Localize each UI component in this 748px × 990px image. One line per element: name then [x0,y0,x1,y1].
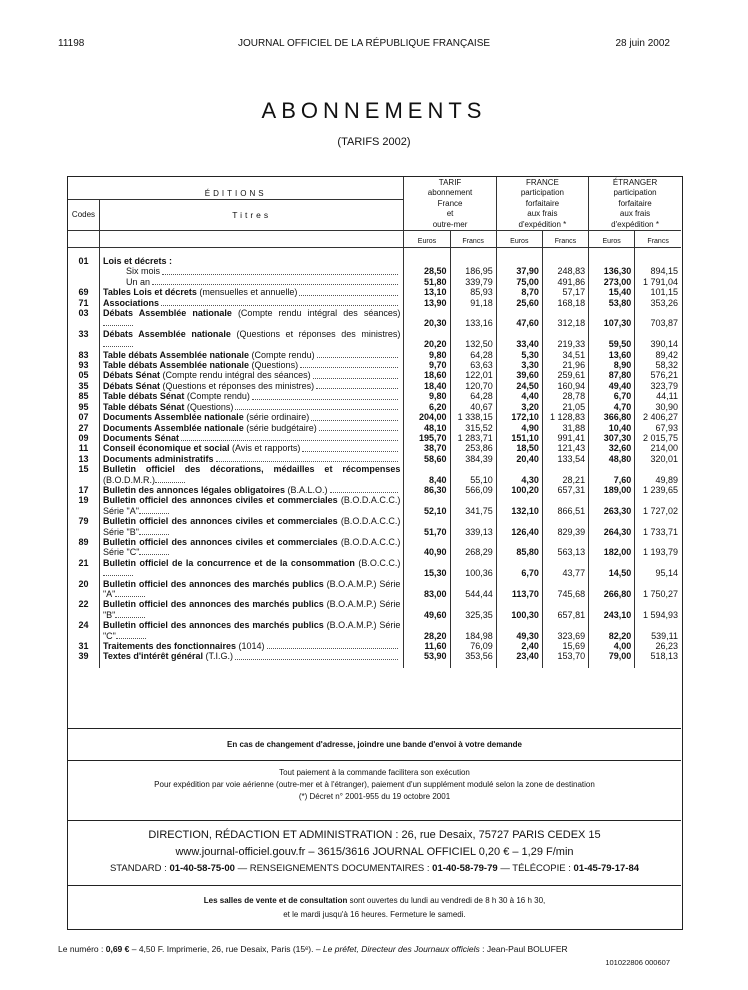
price-cell: 87,80 [589,370,635,380]
price-cell: 323,79 [635,381,681,391]
group-tarif-header: TARIF abonnement France et outre-mer [404,177,496,231]
price-cell: 151,10 [496,433,542,443]
price-cell: 48,80 [589,454,635,464]
row-title: Table débats Sénat (Questions) [99,402,403,412]
row-title: Bulletin officiel des annonces des marchés publics (B.O.A.M.P.) Série "C" [102,620,401,641]
price-cell: 1 733,71 [635,516,681,537]
price-cell: 13,10 [404,287,450,297]
table-row [68,412,681,422]
price-cell: 79,00 [589,651,635,661]
price-cell: 353,26 [635,298,681,308]
price-cell: 1 727,02 [635,495,681,516]
price-cell: 491,86 [542,277,588,287]
price-cell: 9,70 [404,360,450,370]
price-cell: 33,40 [496,329,542,350]
price-cell: 384,39 [450,454,496,464]
renseignements-number: 01-40-58-79-79 [432,863,498,874]
unit-header: Francs [542,231,588,248]
price-cell: 120,70 [450,381,496,391]
direction-website: www.journal-officiel.gouv.fr – 3615/3616 JOURNAL OFFICIEL 0,20 € – 1,29 F/min [175,846,574,858]
price-cell: 518,13 [635,651,681,661]
price-cell: 576,21 [635,370,681,380]
price-cell: 266,80 [589,579,635,600]
price-cell: 25,60 [496,298,542,308]
price-cell: 866,51 [542,495,588,516]
table-row [68,516,681,537]
price-cell: 4,30 [496,464,542,485]
row-title: Bulletin officiel des annonces civiles et commerciales (B.O.D.A.C.C.) Série "C" [102,536,401,558]
price-cell: 51,70 [404,516,450,537]
codes-header: Codes [68,200,99,231]
price-cell: 20,40 [496,454,542,464]
price-cell: 11,60 [404,641,450,651]
price-cell: 1 594,93 [635,599,681,620]
price-cell: 323,69 [542,620,588,641]
standard-number: 01-40-58-75-00 [169,863,235,874]
row-title: Bulletin des annonces légales obligatoires (B.A.L.O.) [99,485,403,495]
phone-line: STANDARD : 01-40-58-75-00 — RENSEIGNEMENTS DOCUMENTAIRES : 01-40-58-79-79 — TÉLÉCOPIE : 01-45-79-17-84 [109,863,640,874]
group-etranger-header: ÉTRANGER participation forfaitaire aux frais d'expédition * [589,177,681,231]
price-cell: 133,54 [542,454,588,464]
group-france-header: FRANCE participation forfaitaire aux frais d'expédition * [496,177,588,231]
row-code: 89 [68,537,99,558]
price-cell: 153,70 [542,651,588,661]
price-cell: 58,32 [635,360,681,370]
opening-hours: Les salles de vente et de consultation sont ouvertes du lundi au vendredi de 8 h 30 à 16 h 30, et le mardi jusqu'à 16 heures. Fermeture le samedi. [68,885,681,931]
price-cell: 566,09 [450,485,496,495]
price-cell: 4,90 [496,423,542,433]
table-row [68,620,681,641]
price-cell: 703,87 [635,308,681,329]
unit-header: Euros [404,231,450,248]
row-code: 01 [68,254,99,266]
price-cell: 91,18 [450,298,496,308]
price-cell: 366,80 [589,412,635,422]
row-code: 39 [68,651,99,661]
price-cell: 3,30 [496,360,542,370]
table-row [68,308,681,329]
price-cell: 894,15 [635,266,681,276]
price-cell: 15,40 [589,287,635,297]
row-title: Table débats Assemblée nationale (Compte rendu) [99,350,403,360]
price-cell: 113,70 [496,579,542,600]
row-title: Bulletin officiel des annonces civiles et commerciales (B.O.D.A.C.C.) Série "B" [102,516,401,537]
price-cell: 100,36 [450,558,496,579]
row-title: Lois et décrets : [102,256,173,266]
row-title: Table débats Sénat (Compte rendu) [99,391,403,401]
table-row [68,329,681,350]
price-cell: 132,50 [450,329,496,350]
price-cell: 28,78 [542,391,588,401]
price-cell: 9,80 [404,350,450,360]
tariff-table [68,177,681,668]
price-cell: 6,70 [496,558,542,579]
price-cell: 28,21 [542,464,588,485]
row-title: Documents Sénat [99,433,403,443]
table-row [68,381,681,391]
price-cell: 64,28 [450,350,496,360]
price-cell: 268,29 [450,537,496,558]
address-change-notice: En cas de changement d'adresse, joindre une bande d'envoi à votre demande [68,728,681,761]
row-code: 21 [68,558,99,579]
price-cell: 1 750,27 [635,579,681,600]
price-cell: 18,50 [496,443,542,453]
row-code [68,266,99,276]
price-cell: 52,10 [404,495,450,516]
titres-header: Titres [99,200,403,231]
price-cell: 100,30 [496,599,542,620]
table-row [68,651,681,661]
price-cell: 20,20 [404,329,450,350]
price-cell: 259,61 [542,370,588,380]
price-cell: 315,52 [450,423,496,433]
row-code: 95 [68,402,99,412]
price-cell: 101,15 [635,287,681,297]
journal-title: JOURNAL OFFICIEL DE LA RÉPUBLIQUE FRANÇAISE [237,38,491,49]
table-row [68,599,681,620]
price-cell: 189,00 [589,485,635,495]
price-cell: 312,18 [542,308,588,329]
row-code: 19 [68,495,99,516]
page-header [58,38,670,52]
table-row [68,464,681,485]
price-cell: 55,10 [450,464,496,485]
price-cell: 307,30 [589,433,635,443]
row-title: Bulletin officiel des annonces des marchés publics (B.O.A.M.P.) Série "B" [102,599,401,620]
price-cell: 28,20 [404,620,450,641]
price-cell: 26,23 [635,641,681,651]
unit-header: Euros [589,231,635,248]
price-cell: 341,75 [450,495,496,516]
page-number: 11198 [58,38,85,49]
price-cell: 320,01 [635,454,681,464]
row-title: Débats Assemblée nationale (Compte rendu intégral des séances) [99,308,403,329]
price-cell: 168,18 [542,298,588,308]
price-cell: 44,11 [635,391,681,401]
row-title: Bulletin officiel des annonces des marchés publics (B.O.A.M.P.) Série "A" [102,578,401,599]
price-cell: 18,60 [404,370,450,380]
price-cell: 38,70 [404,443,450,453]
price-cell: 15,69 [542,641,588,651]
table-row [68,443,681,453]
table-row [68,454,681,464]
price-cell: 1 193,79 [635,537,681,558]
row-title: Débats Sénat (Compte rendu intégral des séances) [99,370,403,380]
price-cell: 390,14 [635,329,681,350]
price-cell [589,254,635,266]
price-cell: 53,80 [589,298,635,308]
price-cell: 353,56 [450,651,496,661]
table-row [68,579,681,600]
editions-header: ÉDITIONS [68,177,404,200]
table-row [68,495,681,516]
price-cell: 264,30 [589,516,635,537]
price-cell: 2 406,27 [635,412,681,422]
price-cell: 34,51 [542,350,588,360]
price-cell: 2,40 [496,641,542,651]
row-title: Bulletin officiel de la concurrence et de la consommation (B.O.C.C.) [99,558,403,579]
row-title: Textes d'intérêt général (T.I.G.) [99,651,403,661]
table-row [68,433,681,443]
row-code: 71 [68,298,99,308]
price-cell: 1 338,15 [450,412,496,422]
table-row [68,287,681,297]
price-cell: 182,00 [589,537,635,558]
price-cell: 83,00 [404,579,450,600]
price-cell: 10,40 [589,423,635,433]
price-cell: 563,13 [542,537,588,558]
table-row [68,485,681,495]
table-body [68,248,681,668]
row-code: 85 [68,391,99,401]
price-cell: 1 239,65 [635,485,681,495]
price-cell: 243,10 [589,599,635,620]
price-cell: 544,44 [450,579,496,600]
price-cell: 5,30 [496,350,542,360]
price-cell: 172,10 [496,412,542,422]
price-cell: 184,98 [450,620,496,641]
row-title: Conseil économique et social (Avis et rapports) [99,443,403,453]
table-row [68,558,681,579]
price-cell: 100,20 [496,485,542,495]
table-row [68,298,681,308]
price-cell: 829,39 [542,516,588,537]
price-cell: 339,13 [450,516,496,537]
row-code: 15 [68,464,99,485]
price-cell: 85,93 [450,287,496,297]
table-row [68,360,681,370]
price-cell [404,254,450,266]
price-cell: 58,60 [404,454,450,464]
price-cell: 43,77 [542,558,588,579]
price-cell: 132,10 [496,495,542,516]
price-cell: 1 283,71 [450,433,496,443]
price-cell: 15,30 [404,558,450,579]
row-title: Six mois [99,266,403,276]
row-code: 83 [68,350,99,360]
row-title: Un an [99,277,403,287]
price-cell [635,254,681,266]
row-code: 11 [68,443,99,453]
price-cell: 49,60 [404,599,450,620]
table-row [68,350,681,360]
price-cell: 136,30 [589,266,635,276]
unit-header: Euros [496,231,542,248]
price-cell: 63,63 [450,360,496,370]
price-cell: 8,40 [404,464,450,485]
price-cell: 48,10 [404,423,450,433]
notice-line: Pour expédition par voie aérienne (outre-mer et à l'étranger), paiement d'un supplément modulé selon la zone de destination [154,780,595,789]
price-cell: 86,30 [404,485,450,495]
table-row [68,641,681,651]
notice-line: (*) Décret n° 2001-955 du 19 octobre 2001 [298,792,451,801]
price-cell: 40,67 [450,402,496,412]
price-cell: 8,70 [496,287,542,297]
price-cell: 13,60 [589,350,635,360]
price-cell [496,254,542,266]
table-row [68,266,681,276]
price-cell: 40,90 [404,537,450,558]
price-cell: 51,80 [404,277,450,287]
row-code [68,277,99,287]
price-cell: 28,50 [404,266,450,276]
row-code: 13 [68,454,99,464]
row-title: Documents administratifs [99,454,403,464]
price-cell: 75,00 [496,277,542,287]
price-cell: 133,16 [450,308,496,329]
direction-block [68,820,681,885]
price-cell: 24,50 [496,381,542,391]
row-code: 17 [68,485,99,495]
price-cell: 49,30 [496,620,542,641]
price-cell: 4,40 [496,391,542,401]
table-row [68,277,681,287]
row-title: Bulletin officiel des annonces civiles et commerciales (B.O.D.A.C.C.) Série "A" [102,495,401,516]
price-cell: 7,60 [589,464,635,485]
price-cell [450,254,496,266]
price-cell [542,254,588,266]
price-cell: 76,09 [450,641,496,651]
price-cell: 325,35 [450,599,496,620]
row-code: 33 [68,329,99,350]
issue-price: 0,69 € [105,944,130,954]
price-cell: 32,60 [589,443,635,453]
price-cell: 657,31 [542,485,588,495]
price-cell: 2 015,75 [635,433,681,443]
print-identifier: 101022806 000607 [605,958,670,967]
price-cell: 273,00 [589,277,635,287]
price-cell: 39,60 [496,370,542,380]
price-cell: 3,20 [496,402,542,412]
price-cell: 4,70 [589,402,635,412]
price-cell: 195,70 [404,433,450,443]
notice-line: Tout paiement à la commande facilitera son exécution [279,768,470,777]
unit-header: Francs [635,231,681,248]
price-cell: 4,00 [589,641,635,651]
row-code: 24 [68,620,99,641]
price-cell: 6,70 [589,391,635,401]
price-cell: 37,90 [496,266,542,276]
price-cell: 253,86 [450,443,496,453]
issue-date: 28 juin 2002 [615,38,670,49]
row-title: Débats Assemblée nationale (Questions et réponses des ministres) [99,329,403,350]
row-code: 07 [68,412,99,422]
row-code: 27 [68,423,99,433]
row-title: Débats Sénat (Questions et réponses des ministres) [99,381,403,391]
price-cell: 95,14 [635,558,681,579]
price-cell: 539,11 [635,620,681,641]
price-cell: 85,80 [496,537,542,558]
price-cell: 991,41 [542,433,588,443]
price-cell: 49,89 [635,464,681,485]
price-cell: 67,93 [635,423,681,433]
price-cell: 1 128,83 [542,412,588,422]
price-cell: 13,90 [404,298,450,308]
row-code: 69 [68,287,99,297]
price-cell: 18,40 [404,381,450,391]
fax-number: 01-45-79-17-84 [573,863,640,874]
price-cell: 745,68 [542,579,588,600]
price-cell: 53,90 [404,651,450,661]
row-title: Associations [99,298,403,308]
payment-notices [68,760,681,820]
direction-address: DIRECTION, RÉDACTION ET ADMINISTRATION : 26, rue Desaix, 75727 PARIS CEDEX 15 [148,829,601,841]
price-cell: 82,20 [589,620,635,641]
price-cell: 89,42 [635,350,681,360]
page-footer: Le numéro : 0,69 € – 4,50 F. Imprimerie, 26, rue Desaix, Paris (15ᵉ). – Le préfet, Directeur des Journaux officiels : Jean-Paul BOLUFER [58,944,568,954]
unit-header: Francs [450,231,496,248]
price-cell: 57,17 [542,287,588,297]
row-title: Bulletin officiel des décorations, médailles et récompenses (B.O.D.M.R.) [102,464,401,485]
row-code: 09 [68,433,99,443]
row-code: 20 [68,579,99,600]
table-row [68,370,681,380]
row-code: 79 [68,516,99,537]
price-cell: 20,30 [404,308,450,329]
table-row [68,402,681,412]
table-row [68,391,681,401]
price-cell: 186,95 [450,266,496,276]
price-cell: 126,40 [496,516,542,537]
price-cell: 23,40 [496,651,542,661]
row-title: Traitements des fonctionnaires (1014) [99,641,403,651]
price-cell: 160,94 [542,381,588,391]
price-cell: 49,40 [589,381,635,391]
price-cell: 657,81 [542,599,588,620]
price-cell: 9,80 [404,391,450,401]
row-code: 03 [68,308,99,329]
row-title: Documents Assemblée nationale (série ordinaire) [99,412,403,422]
row-title: Documents Assemblée nationale (série budgétaire) [99,423,403,433]
price-cell: 30,90 [635,402,681,412]
price-cell: 121,43 [542,443,588,453]
price-cell: 263,30 [589,495,635,516]
price-cell: 64,28 [450,391,496,401]
price-cell: 214,00 [635,443,681,453]
table-row [68,537,681,558]
table-row [68,254,681,266]
price-cell: 47,60 [496,308,542,329]
row-code: 31 [68,641,99,651]
price-cell: 8,90 [589,360,635,370]
price-cell: 204,00 [404,412,450,422]
row-code: 22 [68,599,99,620]
row-code: 93 [68,360,99,370]
price-cell: 339,79 [450,277,496,287]
table-row [68,423,681,433]
price-cell: 21,96 [542,360,588,370]
page-title: ABONNEMENTS [261,98,487,123]
row-title: Tables Lois et décrets (mensuelles et annuelle) [99,287,403,297]
row-code: 05 [68,370,99,380]
price-cell: 59,50 [589,329,635,350]
price-cell: 21,05 [542,402,588,412]
price-cell: 219,33 [542,329,588,350]
price-cell: 1 791,04 [635,277,681,287]
price-cell: 107,30 [589,308,635,329]
price-cell: 31,88 [542,423,588,433]
price-cell: 122,01 [450,370,496,380]
price-cell: 248,83 [542,266,588,276]
price-cell: 6,20 [404,402,450,412]
page-subtitle: (TARIFS 2002) [337,136,411,148]
row-code: 35 [68,381,99,391]
price-cell: 14,50 [589,558,635,579]
tariff-box [67,176,683,930]
row-title: Table débats Assemblée nationale (Questions) [99,360,403,370]
